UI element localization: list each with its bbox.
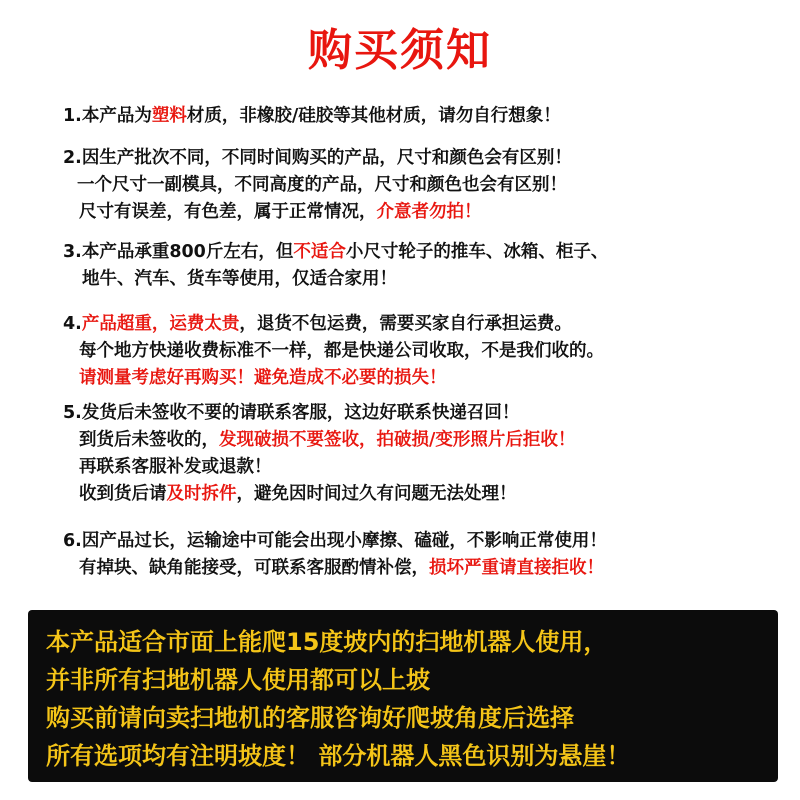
notice-item-2-line-2 bbox=[77, 174, 567, 196]
page-title: 购买须知 bbox=[308, 25, 492, 76]
notice-text: ，退货不包运费，需要买家自行承担运费。 bbox=[239, 314, 572, 334]
notice-text: 有掉块、缺角能接受，可联系客服酌情补偿， bbox=[79, 558, 429, 578]
banner-line-2: 并非所有扫地机器人使用都可以上坡 bbox=[46, 666, 430, 694]
notice-item-4-line-1 bbox=[63, 313, 572, 335]
banner-line-3: 购买前请向卖扫地机的客服咨询好爬坡角度后选择 bbox=[46, 704, 574, 732]
highlight-text: 及时拆件 bbox=[166, 484, 237, 504]
highlight-text: 请测量考虑好再购买！避免造成不必要的损失！ bbox=[79, 368, 447, 388]
notice-item-5-line-4 bbox=[79, 483, 517, 505]
notice-item-6-line-1 bbox=[63, 530, 607, 552]
notice-text: 每个地方快递收费标准不一样，都是快递公司收取，不是我们收的。 bbox=[79, 341, 604, 361]
highlight-text: 介意者勿拍！ bbox=[376, 202, 482, 222]
banner-line-4: 所有选项均有注明坡度！ 部分机器人黑色识别为悬崖！ bbox=[46, 742, 631, 770]
notice-text: 再联系客服补发或退款！ bbox=[79, 457, 272, 477]
highlight-text: 损坏严重请直接拒收！ bbox=[429, 558, 604, 578]
notice-item-4-line-2 bbox=[79, 340, 604, 362]
notice-item-4-line-3 bbox=[79, 367, 447, 389]
notice-text: 材质，非橡胶/硅胶等其他材质，请勿自行想象！ bbox=[186, 106, 561, 126]
highlight-text: 产品超重，运费太贵 bbox=[81, 314, 240, 334]
notice-item-1-line-1 bbox=[63, 105, 561, 127]
notice-text: 一个尺寸一副模具，不同高度的产品，尺寸和颜色也会有区别！ bbox=[77, 175, 567, 195]
compatibility-banner bbox=[28, 610, 778, 782]
notice-text: 尺寸有误差，有色差，属于正常情况， bbox=[79, 202, 377, 222]
notice-text: 3.本产品承重800斤左右，但 bbox=[63, 242, 294, 262]
banner-line-1: 本产品适合市面上能爬15度坡内的扫地机器人使用， bbox=[46, 628, 608, 656]
notice-text: 地牛、汽车、货车等使用，仅适合家用！ bbox=[82, 269, 397, 289]
notice-text: 6.因产品过长，运输途中可能会出现小摩擦、磕碰，不影响正常使用！ bbox=[63, 531, 607, 551]
notice-item-5-line-1 bbox=[63, 402, 519, 424]
notice-text: 小尺寸轮子的推车、冰箱、柜子、 bbox=[345, 242, 609, 262]
notice-item-5-line-3 bbox=[79, 456, 272, 478]
notice-item-2-line-1 bbox=[63, 147, 572, 169]
highlight-text: 发现破损不要签收，拍破损/变形照片后拒收！ bbox=[219, 430, 576, 450]
notice-item-3-line-1 bbox=[63, 241, 608, 263]
notice-item-5-line-2 bbox=[79, 429, 575, 451]
notice-text: 1.本产品为 bbox=[63, 106, 152, 126]
notice-item-6-line-2 bbox=[79, 557, 604, 579]
notice-text: 2.因生产批次不同，不同时间购买的产品，尺寸和颜色会有区别！ bbox=[63, 148, 572, 168]
highlight-text: 塑料 bbox=[151, 106, 187, 126]
notice-item-2-line-3 bbox=[79, 201, 482, 223]
highlight-text: 不适合 bbox=[293, 242, 346, 262]
notice-text: 5.发货后未签收不要的请联系客服，这边好联系快递召回！ bbox=[63, 403, 520, 423]
notice-item-3-line-2 bbox=[82, 268, 397, 290]
notice-text: 4. bbox=[63, 314, 82, 334]
notice-text: 收到货后请 bbox=[79, 484, 167, 504]
notice-text: ，避免因时间过久有问题无法处理！ bbox=[236, 484, 517, 504]
notice-text: 到货后未签收的， bbox=[79, 430, 219, 450]
